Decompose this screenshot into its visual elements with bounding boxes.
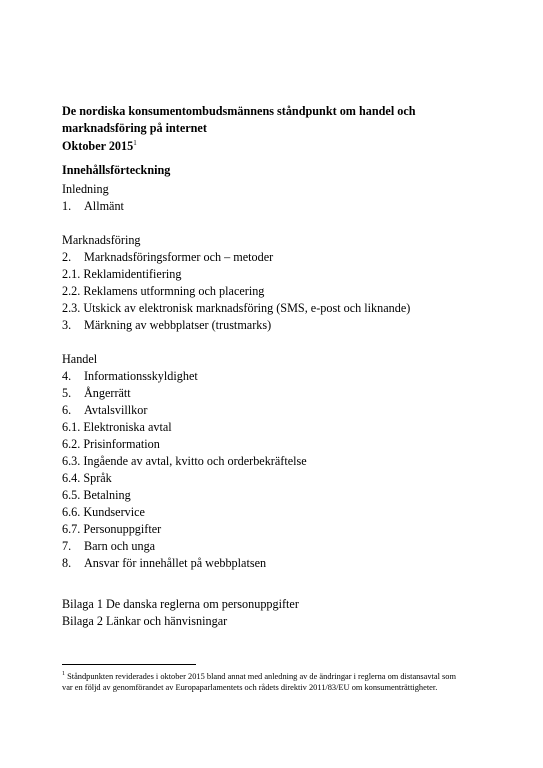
toc-entry[interactable] — [62, 454, 307, 468]
toc-entry-label: Reklamens utformning och placering — [83, 284, 265, 298]
toc-entry-label: Betalning — [83, 488, 131, 502]
toc-entry-number: 4. — [62, 369, 72, 383]
toc-entry-number: 2.3. — [62, 301, 81, 315]
toc-entry-number: 6.2. — [62, 437, 81, 451]
toc-entry-number: 2.1. — [62, 267, 81, 281]
toc-entry-label: Elektroniska avtal — [83, 420, 172, 434]
toc-heading: Innehållsförteckning — [62, 163, 171, 177]
toc-entry[interactable] — [62, 471, 112, 485]
footnote-marker: 1 — [62, 671, 65, 678]
toc-entry[interactable] — [62, 403, 147, 417]
toc-entry-number: 6.6. — [62, 505, 81, 519]
toc-entry-label: Språk — [83, 471, 112, 485]
toc-entry-label: Prisinformation — [83, 437, 160, 451]
toc-entry[interactable] — [62, 318, 271, 332]
footnote-divider — [62, 664, 196, 665]
document-date-text: Oktober 2015 — [62, 139, 134, 153]
appendix-entry[interactable]: Bilaga 2 Länkar och hänvisningar — [62, 614, 228, 628]
toc-entry-number: 6.5. — [62, 488, 81, 502]
toc-entry-label: Barn och unga — [84, 539, 156, 553]
toc-entry-number: 2.2. — [62, 284, 81, 298]
footnote-reference: 1 — [133, 138, 137, 147]
toc-entry-number: 8. — [62, 556, 72, 570]
section-heading-marknadsforing: Marknadsföring — [62, 233, 141, 247]
toc-entry-number: 6.7. — [62, 522, 81, 536]
toc-entry-label: Ångerrätt — [84, 386, 131, 400]
toc-entry[interactable] — [62, 556, 266, 570]
toc-entry-number: 6.3. — [62, 454, 81, 468]
toc-entry-label: Personuppgifter — [83, 522, 162, 536]
toc-entry[interactable] — [62, 199, 124, 213]
document-title: De nordiska konsumentombudsmännens ståndpunkt om handel och marknadsföring på internet — [62, 104, 416, 135]
toc-entry[interactable] — [62, 437, 160, 451]
section-heading-handel: Handel — [62, 352, 98, 366]
toc-entry-label: Ansvar för innehållet på webbplatsen — [84, 556, 267, 570]
section-heading-inledning: Inledning — [62, 182, 109, 196]
toc-entry-label: Reklamidentifiering — [83, 267, 182, 281]
toc-entry-number: 6.4. — [62, 471, 81, 485]
toc-entry[interactable] — [62, 284, 264, 298]
document-date — [62, 139, 137, 153]
toc-entry-number: 5. — [62, 386, 72, 400]
toc-entry-label: Allmänt — [84, 199, 124, 213]
toc-entry-number: 7. — [62, 539, 72, 553]
toc-entry[interactable] — [62, 369, 198, 383]
toc-entry[interactable] — [62, 539, 155, 553]
toc-entry-number: 6. — [62, 403, 72, 417]
toc-entry-number: 6.1. — [62, 420, 81, 434]
toc-entry-label: Kundservice — [83, 505, 145, 519]
toc-entry[interactable] — [62, 488, 131, 502]
toc-entry[interactable] — [62, 420, 172, 434]
toc-entry-label: Avtalsvillkor — [84, 403, 148, 417]
toc-entry-label: Informationsskyldighet — [84, 369, 198, 383]
toc-entry[interactable] — [62, 522, 161, 536]
toc-entry[interactable] — [62, 505, 145, 519]
footnote-text: Ståndpunkten reviderades i oktober 2015 bland annat med anledning av de ändringar i reglerna om distansavtal som var en följd av genomförandet av Europaparlamentets och rådets direktiv 2011/83/EU om konsumenträttigheter. — [62, 672, 456, 692]
toc-entry-number: 1. — [62, 199, 72, 213]
footnote — [62, 671, 462, 693]
toc-entry[interactable] — [62, 301, 410, 315]
toc-entry[interactable] — [62, 386, 131, 400]
toc-entry-label: Marknadsföringsformer och – metoder — [84, 250, 274, 264]
toc-entry-label: Ingående av avtal, kvitto och orderbekräftelse — [83, 454, 307, 468]
toc-entry[interactable] — [62, 250, 273, 264]
toc-entry-label: Utskick av elektronisk marknadsföring (SMS, e-post och liknande) — [83, 301, 411, 315]
appendix-entry[interactable]: Bilaga 1 De danska reglerna om personuppgifter — [62, 597, 299, 611]
toc-entry-number: 2. — [62, 250, 72, 264]
toc-entry-number: 3. — [62, 318, 72, 332]
toc-entry-label: Märkning av webbplatser (trustmarks) — [84, 318, 272, 332]
toc-entry[interactable] — [62, 267, 181, 281]
